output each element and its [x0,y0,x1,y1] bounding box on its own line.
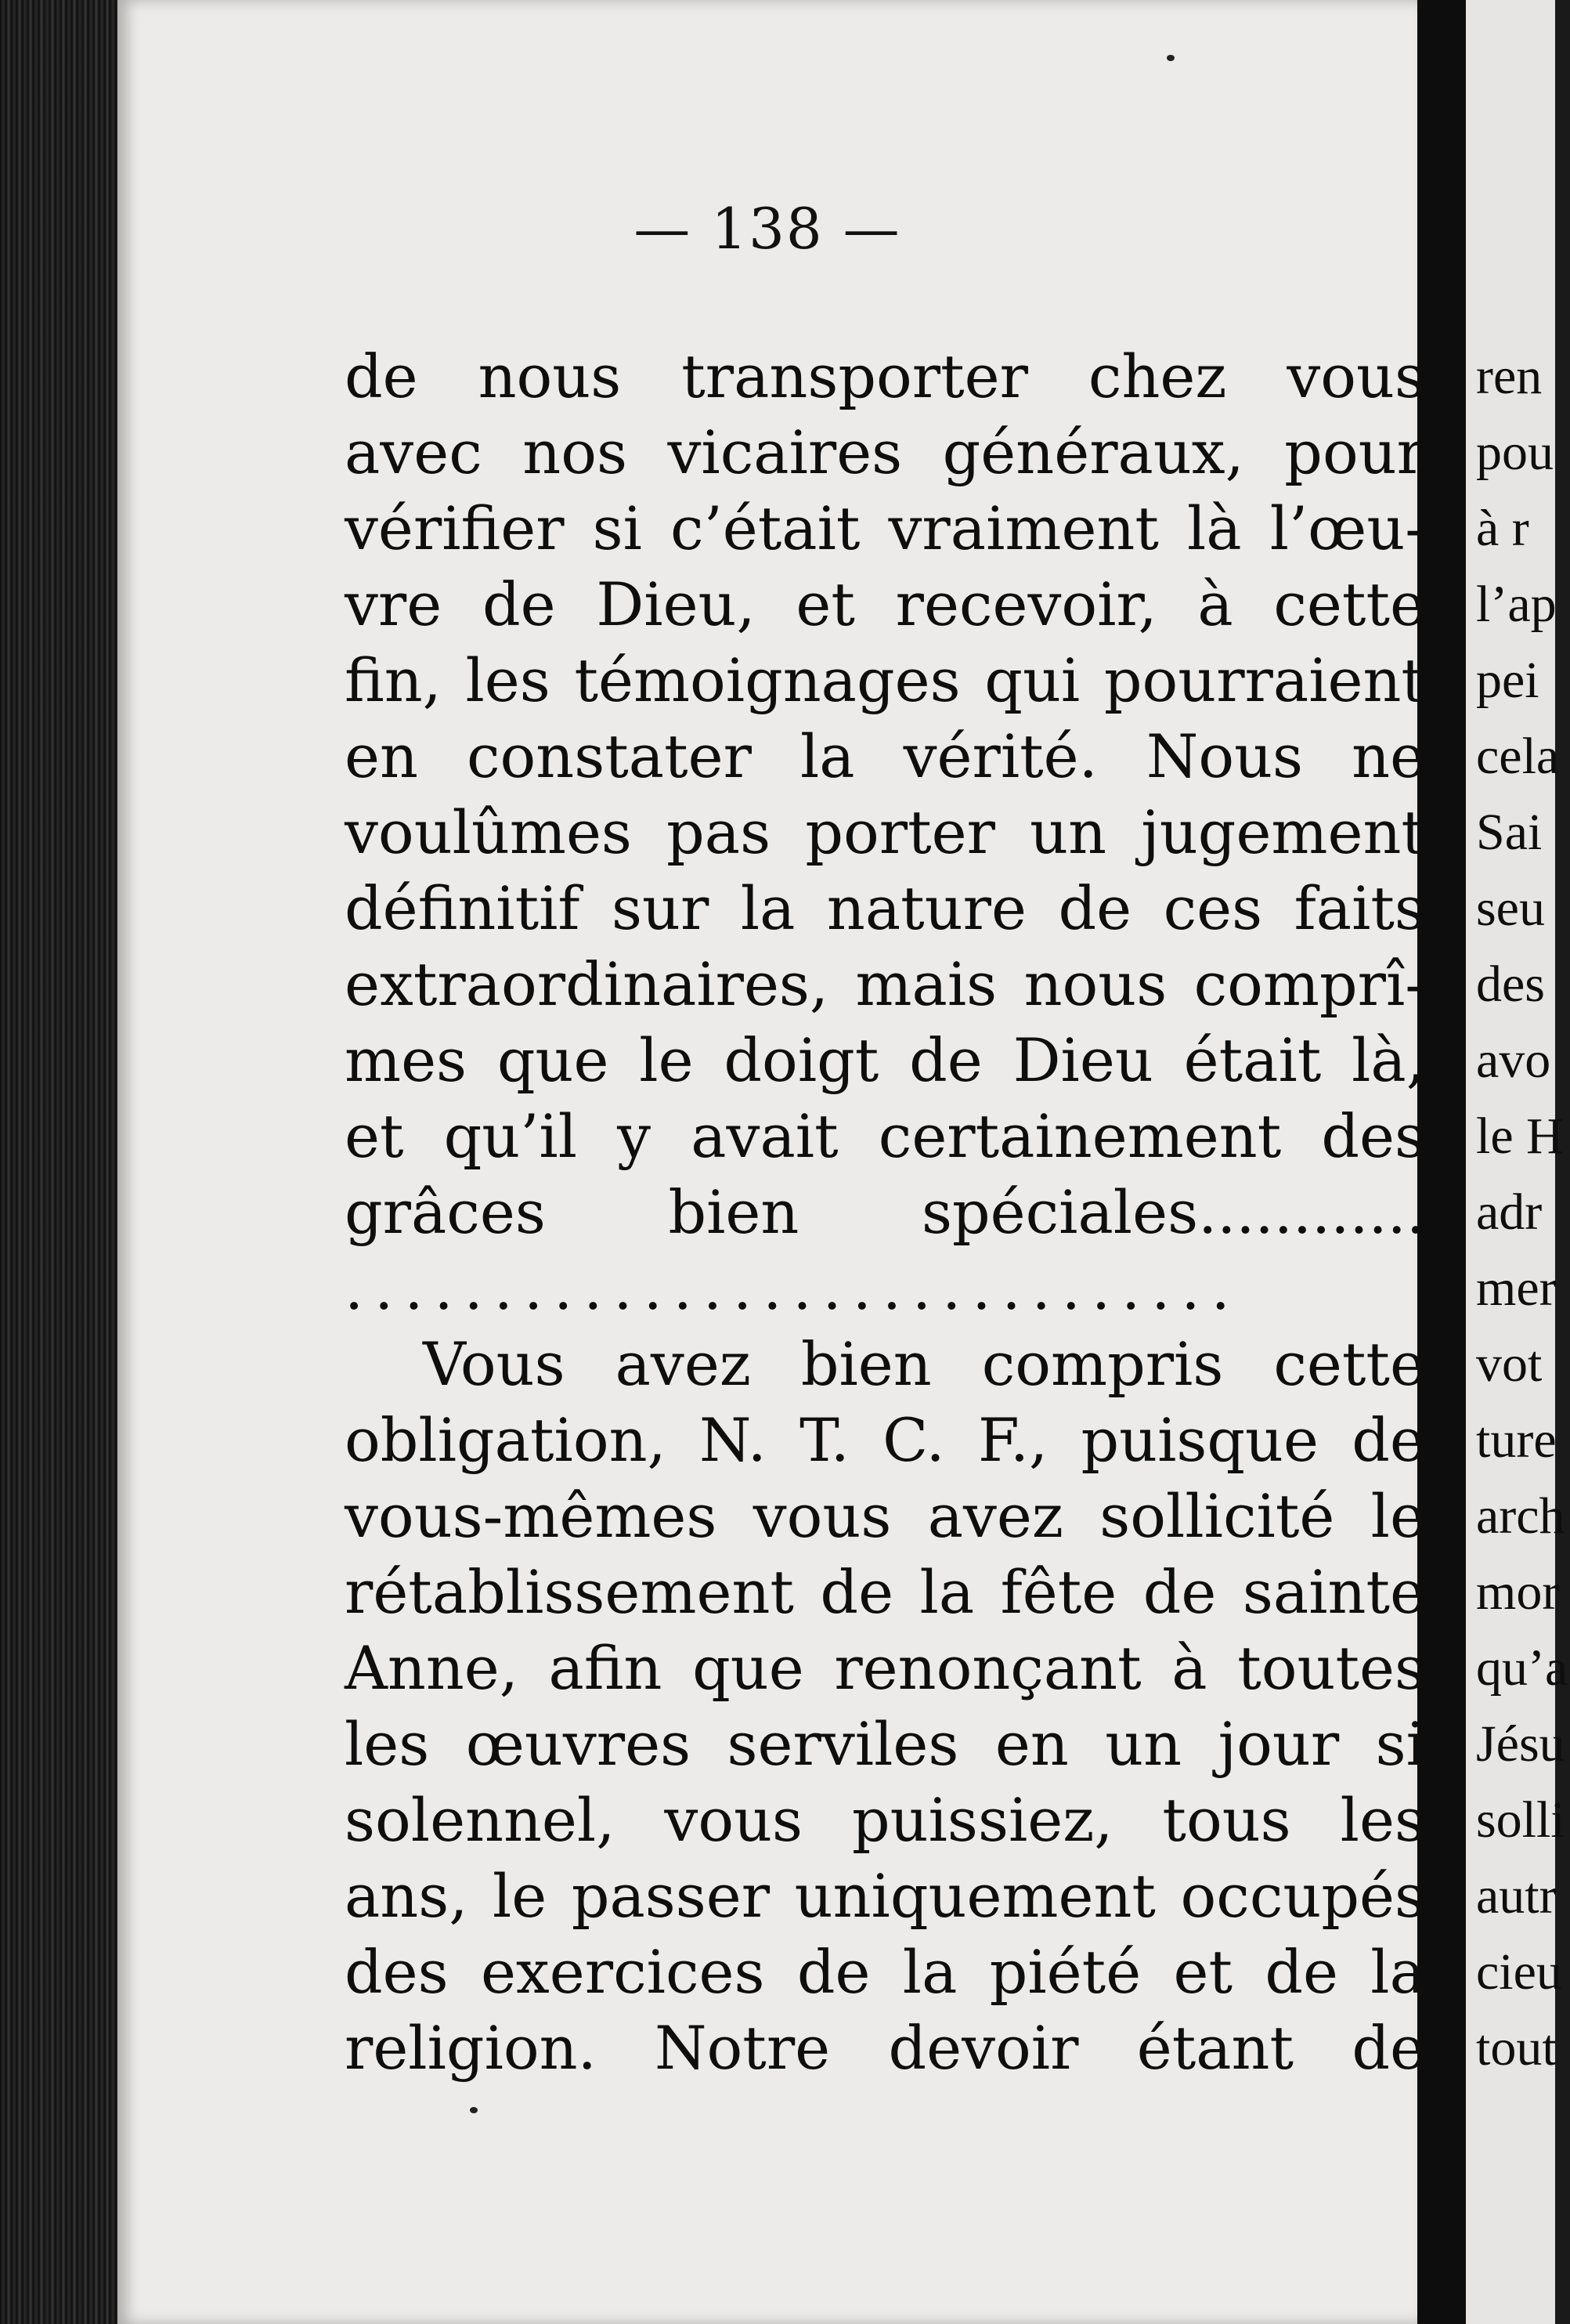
right-page-fragment: solli [1476,1791,1565,1849]
right-page-fragment: mor [1476,1563,1560,1621]
word: obligation, [345,1405,666,1475]
text-line [345,414,1425,490]
word: grâces [345,1177,546,1247]
word: solennel, [345,1785,615,1855]
word: vérifier [345,493,565,563]
word: afin [548,1633,662,1703]
word: si [1375,1709,1425,1779]
word: spéciales............ [921,1177,1425,1247]
word: sainte [1242,1557,1425,1627]
text-line [345,642,1425,718]
word: Dieu [1012,1025,1153,1095]
text-line [345,1934,1425,2010]
word: vraiment [888,493,1159,563]
word: un [1030,797,1107,867]
word: nature [826,873,1027,943]
word: transporter [681,342,1028,411]
word: certainement [878,1101,1282,1171]
book-page-edges [0,0,117,2324]
word: à [1171,1633,1207,1703]
word: la [1370,1937,1425,2007]
word: définitif [345,873,580,943]
word: les [465,645,550,715]
right-page-fragment: seu [1476,880,1545,937]
word: N. [699,1405,767,1475]
word: C. [882,1405,945,1475]
text-line [345,1478,1425,1554]
word: voulûmes [345,797,632,867]
word: vérité. [903,721,1098,791]
word: était [1183,1025,1322,1095]
text-line [345,490,1425,566]
word: de [1265,1937,1338,2007]
body-text [345,338,1425,2086]
word: puisque [1081,1405,1319,1475]
word: pour [1284,417,1425,487]
word: Anne, [345,1633,518,1703]
word: le [639,1025,694,1095]
right-page-fragment: cieu [1476,1943,1562,2001]
right-page-fragment: avo [1476,1032,1551,1089]
word: qu’il [443,1101,578,1171]
word: de [1058,873,1132,943]
word: ces [1163,873,1263,943]
text-line [345,1630,1425,1706]
word: de [1142,1557,1217,1627]
right-page-fragment: qu’a [1476,1639,1568,1697]
word: nous [1023,949,1168,1019]
right-page-fragment: à r [1476,500,1529,557]
text-line [345,1098,1425,1174]
word: de [345,342,418,411]
word: ne [1352,721,1425,791]
right-page-fragment: Sai [1476,804,1543,861]
word: à [1197,569,1233,639]
word: religion. [345,2013,597,2083]
word: bien [800,1329,932,1399]
text-line [345,794,1425,870]
word: avec [345,417,482,487]
ink-speck [1167,55,1175,61]
word: jour [1218,1709,1340,1779]
right-page-fragment: Jésu [1476,1715,1565,1773]
page-number: — 138 — [633,196,901,262]
text-line [345,1174,1425,1250]
word: exercices [480,1937,765,2007]
word: vre [345,569,442,639]
word: cette [1273,1329,1425,1399]
word: devoir [888,2013,1079,2083]
text-line [345,1402,1425,1478]
word: vous-mêmes [345,1481,717,1551]
word: de [1352,1405,1425,1475]
word: jugement [1141,797,1425,867]
word: de [820,1557,894,1627]
text-line [345,1554,1425,1630]
word: les [345,1709,430,1779]
word: qui [984,645,1081,715]
word: Dieu, [596,569,756,639]
word: fête [1000,1557,1117,1627]
right-page-fragment: des [1476,956,1545,1013]
text-line [345,1706,1425,1782]
right-page-fragment: pou [1476,424,1554,481]
word: étant [1136,2013,1294,2083]
word: sollicité [1099,1481,1335,1551]
word: Nous [1146,721,1304,791]
word: recevoir, [895,569,1157,639]
word: occupés [1180,1861,1425,1931]
word: chez [1088,342,1227,411]
ink-speck [470,2107,478,2113]
text-line [345,946,1425,1022]
word: uniquement [794,1861,1156,1931]
word: des [345,1937,449,2007]
right-page-fragment: pei [1476,652,1539,709]
word: avez [927,1481,1063,1551]
right-page-fragment: vot [1476,1335,1543,1393]
right-page-fragment: l’ap [1476,576,1557,633]
text-line [345,1858,1425,1934]
word: compris [981,1329,1224,1399]
word: Notre [655,2013,831,2083]
word: nos [522,417,627,487]
word: c’était [670,493,861,563]
word: la [740,873,796,943]
word: œuvres [465,1709,691,1779]
word: en [994,1709,1069,1779]
word: que [496,1025,609,1095]
word: tous [1162,1785,1291,1855]
text-line [345,870,1425,946]
word: constater [466,721,752,791]
word: nous [478,342,622,411]
word: de [796,1937,871,2007]
word: porter [805,797,995,867]
right-page-fragment: mer [1476,1260,1557,1317]
word: T. [799,1405,850,1475]
text-line [345,1782,1425,1858]
right-page-fragment: autr [1476,1867,1557,1925]
word: ans, [345,1861,468,1931]
word: avait [691,1101,839,1171]
word: puissiez, [852,1785,1113,1855]
word: les [1340,1785,1425,1855]
word: le [1370,1481,1425,1551]
word: si [592,493,642,563]
word: de [482,569,556,639]
word: et [1173,1937,1233,2007]
dotted-line: .............................. [345,1253,1241,1323]
word: cette [1273,569,1425,639]
text-line [345,1326,1425,1402]
word: vous [753,1481,892,1551]
word: et [796,569,855,639]
word: doigt [724,1025,879,1095]
word: que [692,1633,804,1703]
word: extraordinaires, [345,949,829,1019]
word: comprî- [1193,949,1425,1019]
text-line [345,718,1425,794]
word: vous [664,1785,803,1855]
word: mais [855,949,998,1019]
word: la [902,1937,958,2007]
word: toutes [1237,1633,1425,1703]
word: pas [666,797,771,867]
word: un [1105,1709,1182,1779]
word: et [345,1101,404,1171]
word: témoignages [574,645,961,715]
word: en [345,721,418,791]
word: le [492,1861,547,1931]
word: passer [571,1861,771,1931]
right-page-fragment: ture [1476,1411,1557,1469]
word: vous [1287,342,1425,411]
word: de [1352,2013,1425,2083]
word: faits [1294,873,1425,943]
word: avez [615,1329,751,1399]
right-page-fragment: cela [1476,728,1560,785]
right-page-fragment: ren [1476,348,1543,405]
word: Vous [423,1329,565,1399]
right-page-text [1476,338,1570,2086]
text-line [345,566,1425,642]
word: la [919,1557,975,1627]
text-line [345,2010,1425,2086]
word: F., [977,1405,1048,1475]
word: sur [612,873,709,943]
word: généraux, [942,417,1244,487]
word: là, [1352,1025,1425,1095]
word: mes [345,1025,467,1095]
word: la [799,721,855,791]
word: des [1321,1101,1425,1171]
word: pourraient [1103,645,1425,715]
right-page-fragment: arch [1476,1487,1565,1545]
right-page-fragment: tout [1476,2019,1557,2076]
word: y [617,1101,651,1171]
word: vicaires [667,417,903,487]
word: là [1187,493,1242,563]
text-line [345,338,1425,414]
word: bien [668,1177,799,1247]
text-line [345,1022,1425,1098]
right-page-fragment: le H [1476,1108,1564,1165]
word: serviles [727,1709,959,1779]
word: piété [989,1937,1142,2007]
word: l’œu- [1269,493,1425,563]
word: rétablissement [345,1557,794,1627]
right-page-fragment: adr [1476,1184,1543,1241]
word: fin, [345,645,442,715]
word: renonçant [834,1633,1142,1703]
word: de [909,1025,983,1095]
